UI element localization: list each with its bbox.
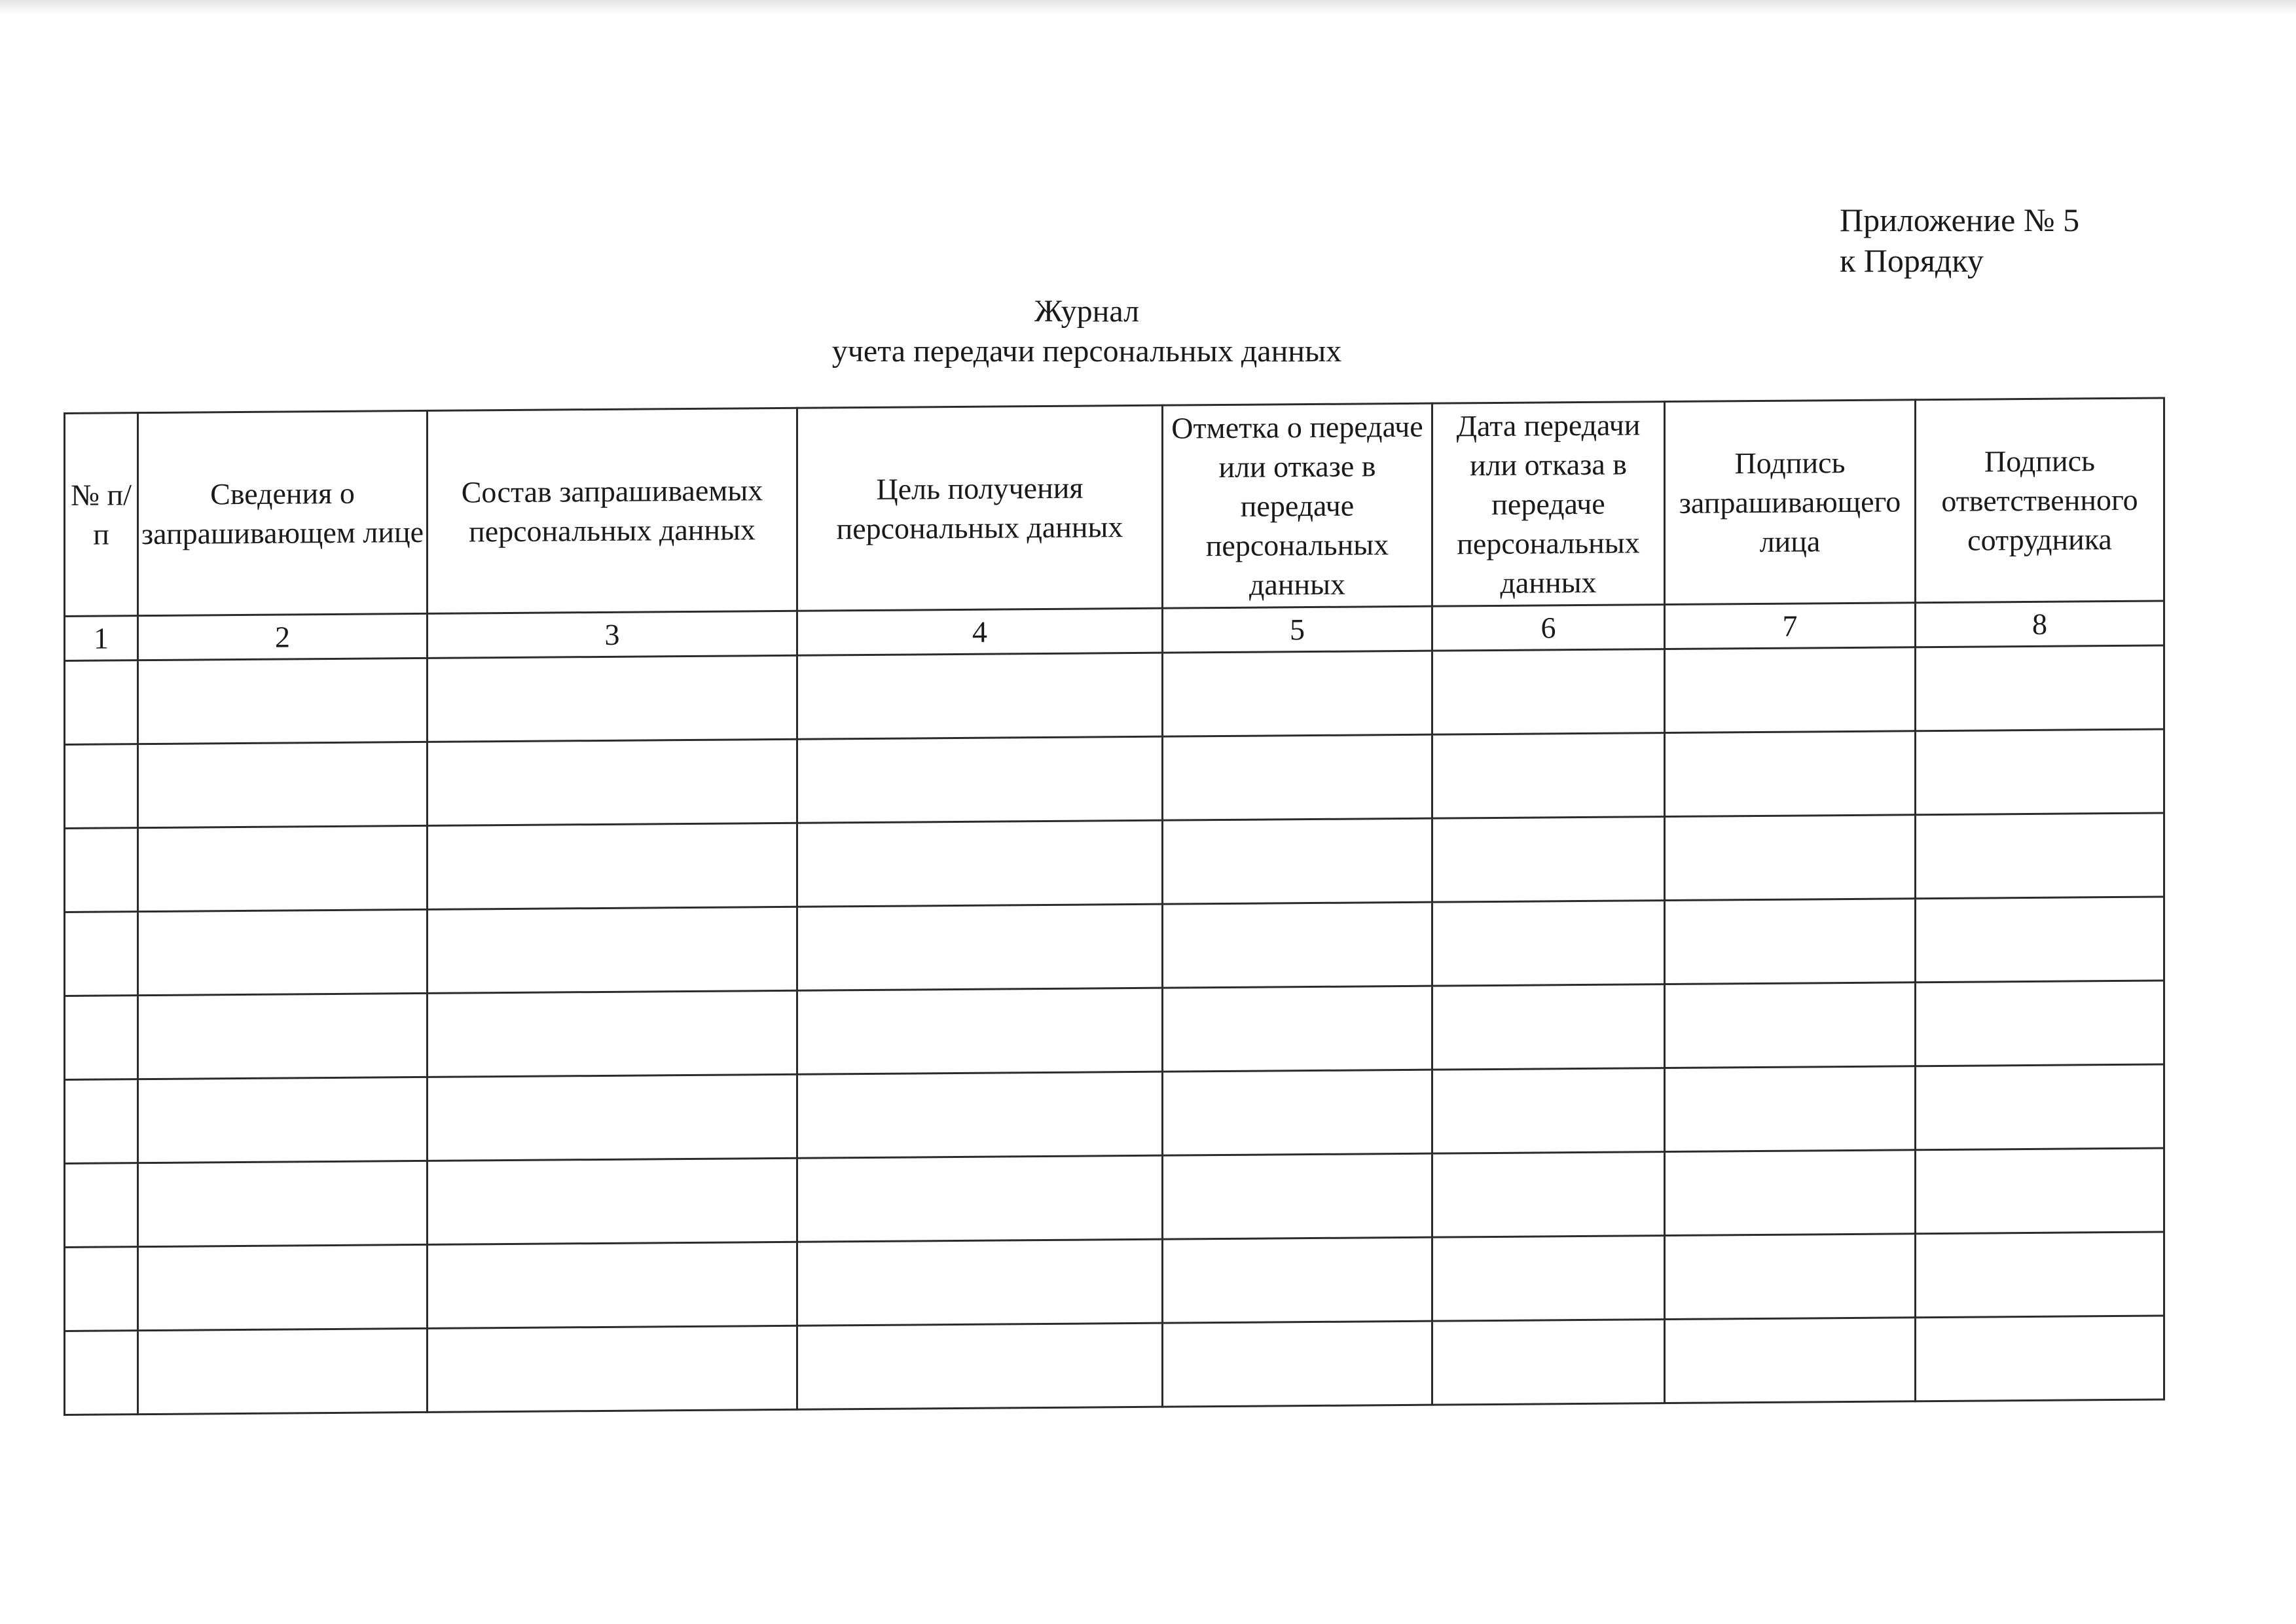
table-cell: [428, 739, 797, 825]
table-cell: [138, 742, 428, 827]
table-cell: [1665, 815, 1916, 901]
title-line-1: Журнал: [1034, 294, 1140, 329]
table-cell: [138, 1077, 428, 1163]
table-cell: [1163, 902, 1432, 988]
table-cell: [65, 660, 138, 745]
table-cell: [138, 909, 428, 995]
column-number: 8: [1916, 601, 2164, 647]
table-cell: [428, 1326, 797, 1412]
table-cell: [1163, 818, 1432, 904]
table-cell: [1163, 651, 1432, 736]
appendix-label: [1840, 200, 2079, 281]
table-cell: [1163, 1237, 1432, 1323]
table-row: [65, 981, 2164, 1080]
table-cell: [1665, 1150, 1916, 1236]
col-header-transfer-mark: Отметка о передаче или отказе в передаче персональных данных: [1163, 403, 1432, 608]
journal-table: [64, 397, 2165, 1416]
table-cell: [1432, 1068, 1665, 1154]
table-cell: [1163, 1070, 1432, 1155]
column-number: 6: [1432, 605, 1665, 651]
table-cell: [1432, 733, 1665, 819]
table-cell: [1432, 1236, 1665, 1322]
table-cell: [1665, 731, 1916, 817]
table-cell: [428, 823, 797, 909]
table-cell: [65, 828, 138, 912]
table-cell: [797, 1323, 1163, 1409]
title-line-2: учета передачи персональных данных: [831, 334, 1342, 369]
table-cell: [1916, 645, 2164, 731]
table-cell: [138, 1328, 428, 1414]
table-cell: [1163, 986, 1432, 1072]
table-cell: [797, 820, 1163, 907]
table-cell: [1665, 1066, 1916, 1152]
appendix-line-2: к Порядку: [1840, 242, 1984, 279]
table-cell: [1432, 1320, 1665, 1405]
table-row: [65, 897, 2164, 996]
column-number: 2: [138, 613, 428, 660]
table-cell: [1432, 1152, 1665, 1238]
col-header-responsible-signature: Подпись ответственного сотрудника: [1916, 398, 2164, 603]
table-cell: [797, 1239, 1163, 1326]
table-cell: [1916, 1064, 2164, 1150]
table-cell: [65, 996, 138, 1080]
scan-edge: [0, 0, 2296, 14]
table-cell: [138, 658, 428, 744]
table-body: [65, 645, 2164, 1415]
column-number: 7: [1665, 603, 1916, 649]
header-row: [65, 398, 2164, 617]
table-cell: [1163, 1153, 1432, 1239]
table-cell: [1665, 899, 1916, 984]
column-number: 1: [65, 616, 138, 661]
table-cell: [1916, 981, 2164, 1066]
table-cell: [1916, 897, 2164, 983]
table-row: [65, 645, 2164, 745]
appendix-line-1: Приложение № 5: [1840, 202, 2080, 238]
document-title: [589, 291, 1584, 371]
table-cell: [138, 1244, 428, 1330]
table-cell: [797, 904, 1163, 990]
table-cell: [1665, 1234, 1916, 1320]
table-cell: [1665, 983, 1916, 1068]
table-cell: [797, 988, 1163, 1074]
table-cell: [797, 653, 1163, 739]
table-cell: [797, 1072, 1163, 1158]
table-cell: [428, 1242, 797, 1328]
table-cell: [65, 1079, 138, 1164]
table-cell: [65, 1247, 138, 1331]
table-cell: [138, 1161, 428, 1246]
table-cell: [428, 1158, 797, 1244]
table-cell: [428, 655, 797, 742]
table-cell: [428, 1074, 797, 1161]
table-row: [65, 1232, 2164, 1331]
column-number: 5: [1163, 606, 1432, 653]
table-cell: [65, 744, 138, 829]
table-cell: [65, 1331, 138, 1415]
table-cell: [428, 990, 797, 1077]
table-row: [65, 1316, 2164, 1415]
table-cell: [1163, 734, 1432, 820]
table-cell: [1432, 649, 1665, 735]
table-cell: [138, 993, 428, 1079]
table-cell: [1665, 1318, 1916, 1403]
col-header-number: № п/п: [65, 413, 138, 617]
table-cell: [138, 825, 428, 911]
table-cell: [1916, 729, 2164, 815]
table-cell: [1916, 1232, 2164, 1318]
table-cell: [797, 1155, 1163, 1242]
table-cell: [1432, 984, 1665, 1070]
table-row: [65, 1064, 2164, 1164]
col-header-requester-signature: Подпись запрашивающего лица: [1665, 400, 1916, 605]
col-header-data-composition: Состав запрашиваемых персональных данных: [428, 408, 797, 613]
table-row: [65, 813, 2164, 912]
table-cell: [1916, 813, 2164, 899]
col-header-requester-info: Сведения о запрашивающем лице: [138, 410, 428, 615]
table-cell: [1432, 817, 1665, 903]
table-cell: [428, 907, 797, 993]
table-cell: [1432, 901, 1665, 986]
table-row: [65, 729, 2164, 829]
table-cell: [65, 912, 138, 996]
table-cell: [1163, 1321, 1432, 1407]
table-cell: [797, 736, 1163, 823]
column-number: 4: [797, 608, 1163, 655]
col-header-purpose: Цель получения персональных данных: [797, 405, 1163, 611]
table-row: [65, 1148, 2164, 1248]
table-cell: [1916, 1316, 2164, 1401]
col-header-transfer-date: Дата передачи или отказа в передаче персональных данных: [1432, 402, 1665, 607]
table-cell: [65, 1163, 138, 1248]
column-number: 3: [428, 611, 797, 658]
table-cell: [1916, 1148, 2164, 1234]
table-cell: [1665, 647, 1916, 733]
